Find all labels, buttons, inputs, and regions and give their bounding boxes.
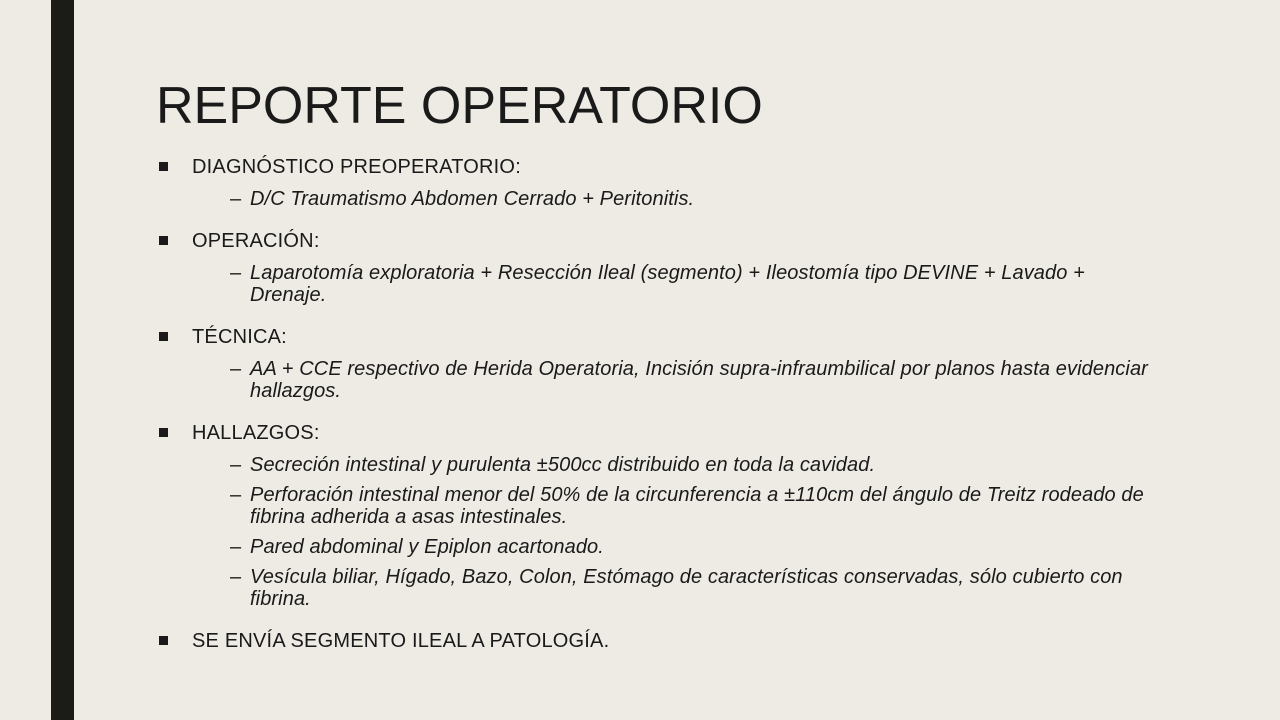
section-envio — [156, 624, 1166, 658]
sub-item-text: Pared abdominal y Epiplon acartonado. — [250, 536, 604, 558]
square-bullet-icon — [159, 428, 168, 437]
section-tecnica — [156, 320, 1166, 402]
dash-bullet-icon: – — [230, 536, 242, 558]
sub-item — [192, 566, 1166, 610]
section-operacion — [156, 224, 1166, 306]
sub-item-text: Secreción intestinal y purulenta ±500cc distribuido en toda la cavidad. — [250, 454, 876, 476]
square-bullet-icon — [159, 236, 168, 245]
dash-bullet-icon: – — [230, 358, 242, 380]
sub-item — [192, 454, 1166, 476]
section-diagnostico — [156, 150, 1166, 210]
dash-bullet-icon: – — [230, 454, 242, 476]
sub-item — [192, 262, 1166, 306]
sub-item — [192, 358, 1166, 402]
sub-item — [192, 536, 1166, 558]
section-heading: TÉCNICA: — [192, 326, 287, 348]
dash-bullet-icon: – — [230, 188, 242, 210]
slide-content — [156, 150, 1166, 658]
sub-item-text: D/C Traumatismo Abdomen Cerrado + Peritonitis. — [250, 188, 695, 210]
square-bullet-icon — [159, 332, 168, 341]
section-hallazgos — [156, 416, 1166, 610]
section-heading: OPERACIÓN: — [192, 230, 320, 252]
square-bullet-icon — [159, 162, 168, 171]
dash-bullet-icon: – — [230, 566, 242, 588]
square-bullet-icon — [159, 636, 168, 645]
dash-bullet-icon: – — [230, 262, 242, 284]
slide-title: REPORTE OPERATORIO — [156, 77, 763, 135]
sub-item-text: Laparotomía exploratoria + Resección Ileal (segmento) + Ileostomía tipo DEVINE + Lavado + Drenaje. — [250, 262, 1085, 306]
sub-item — [192, 188, 1166, 210]
dash-bullet-icon: – — [230, 484, 242, 506]
sub-item — [192, 484, 1166, 528]
section-heading: DIAGNÓSTICO PREOPERATORIO: — [192, 156, 521, 178]
section-heading: HALLAZGOS: — [192, 422, 320, 444]
left-accent-bar — [51, 0, 74, 720]
sub-item-text: Perforación intestinal menor del 50% de la circunferencia a ±110cm del ángulo de Treitz rodeado de fibrina adherida a asas intestinales. — [250, 484, 1144, 528]
sub-item-text: AA + CCE respectivo de Herida Operatoria, Incisión supra-infraumbilical por planos hasta evidenciar hallazgos. — [250, 358, 1148, 402]
sub-item-text: Vesícula biliar, Hígado, Bazo, Colon, Estómago de características conservadas, sólo cubierto con fibrina. — [250, 566, 1123, 610]
section-heading: SE ENVÍA SEGMENTO ILEAL A PATOLOGÍA. — [192, 630, 610, 652]
